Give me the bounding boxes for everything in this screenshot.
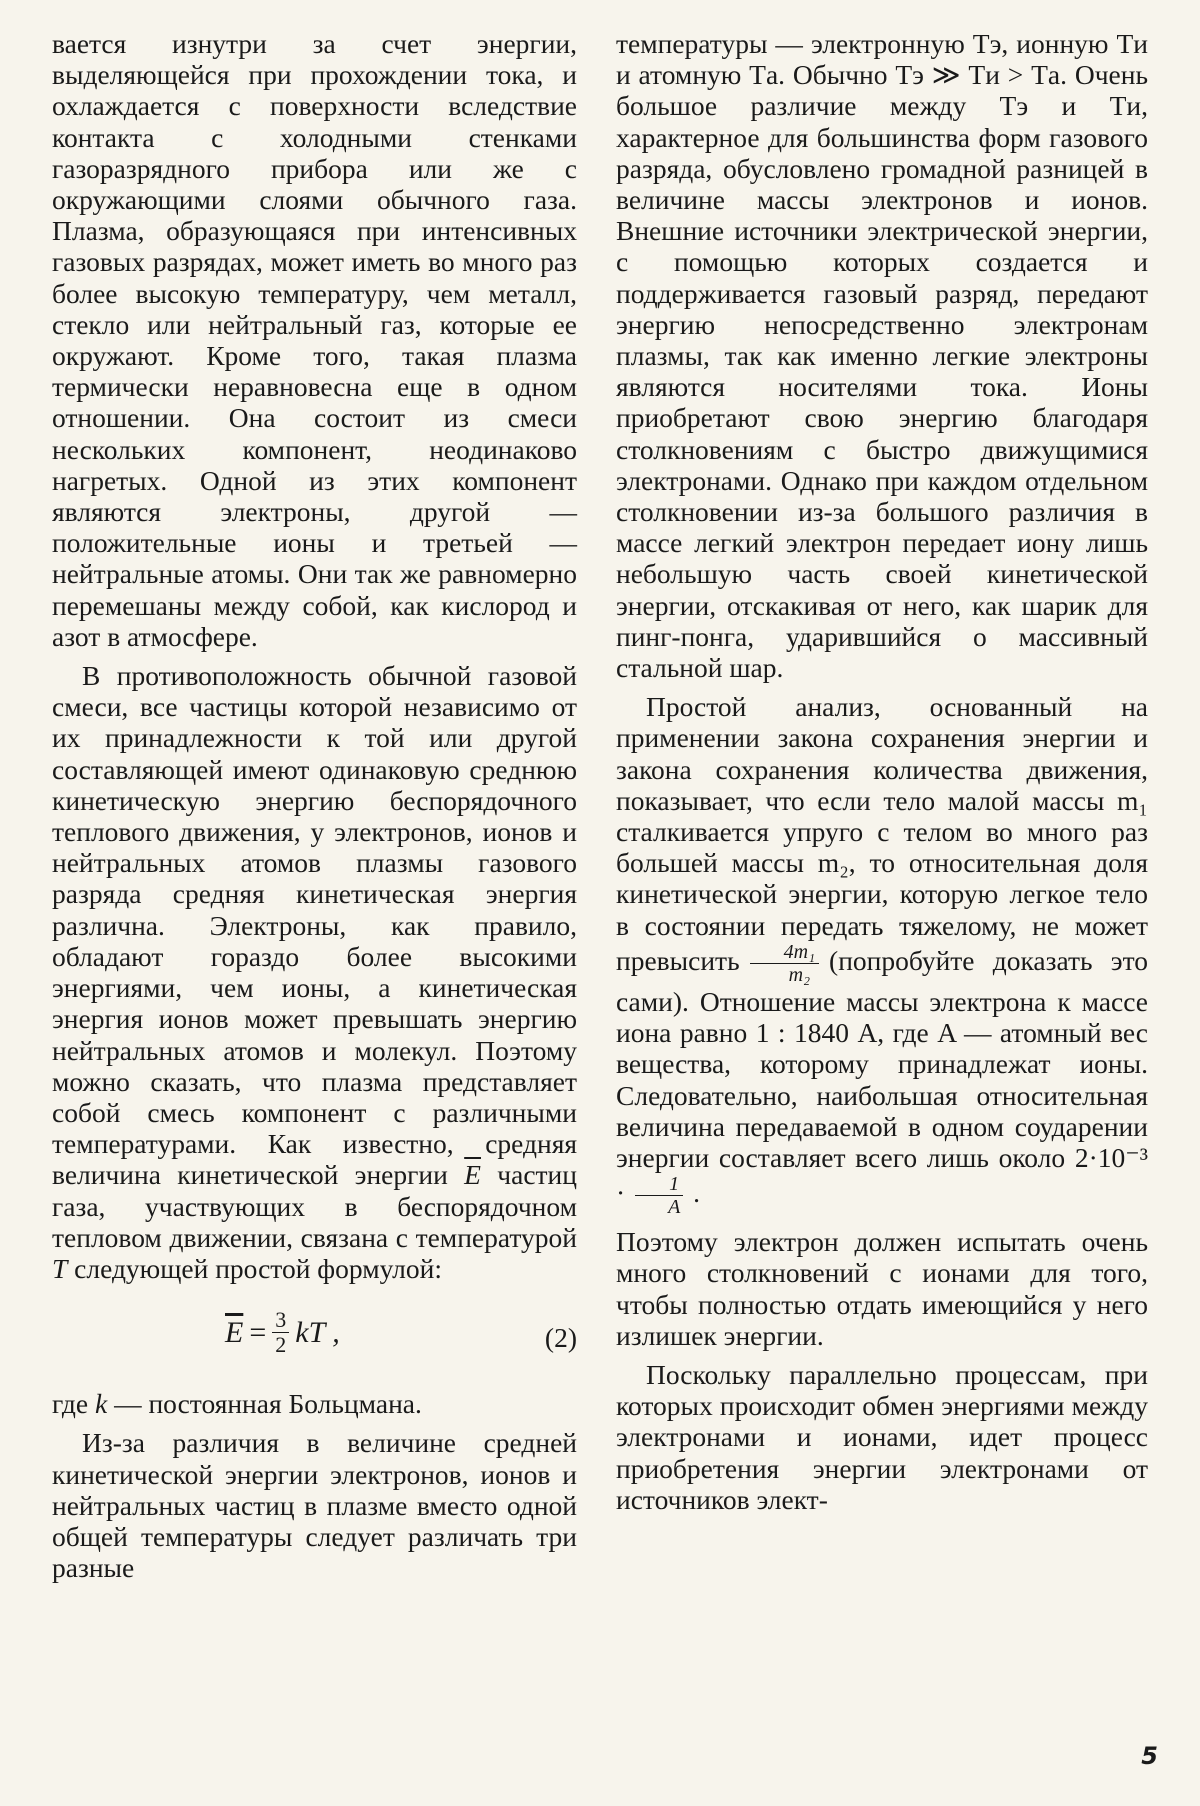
boltzmann-symbol: k: [94, 1388, 108, 1420]
paragraph: Поскольку параллельно процессам, при которых происходит обмен энергиями между электронами и ионами, идет процесс приобретения энергии электронами от источников элект-: [616, 1358, 1148, 1515]
paragraph-text: Простой анализ, основанный на применении закона сохранения энергии и закона сохранения количества движения, показывает, что если тело малой массы m₁ сталкивается упруго с телом во много раз большей массы m₂, то относительная доля кинетической энергии, которую легкое тело в состоянии передать тяжелому, не может превысить: [616, 691, 1148, 976]
formula-lhs: $\overline{E}$: [225, 1316, 244, 1350]
paragraph: температуры — электронную Tэ, ионную Tи и атомную Tа. Обычно Tэ ≫ Tи > Tа. Очень большое различие между Tэ и Tи, характерное для большинства форм газового разряда, обусловлено громадной разницей в величине массы электронов и ионов. Внешние источники электрической энергии, с помощью которых создается и поддерживается газовый разряд, передают энергию непосредственно электронам плазмы, так как именно легкие электроны являются носителями тока. Ионы приобретают свою энергию благодаря столкновениям с быстро движущимися электронами. Однако при каждом отдельном столкновении из-за большого различия в массе легкий электрон передает иону лишь небольшую часть своей кинетической энергии, отскакивая от него, как шарик для пинг-понга, ударившийся о массивный стальной шар.: [616, 28, 1148, 684]
paragraph-text: (попробуйте доказать это сами). Отношение массы электрона к массе иона равно 1 : 1840 A, где A — атомный вес вещества, которому принадлежат ионы. Следовательно, наибольшая относительная величина передаваемой в одном соударении энергии составляет всего лишь около: [616, 944, 1148, 1173]
energy-fraction-expression: 2·10⁻³ ·: [616, 1141, 1148, 1208]
energy-symbol: $\overline{E}$: [464, 1159, 481, 1191]
paragraph-text: .: [693, 1176, 701, 1208]
paragraph-text: следующей простой формулой:: [74, 1252, 442, 1284]
paragraph-text: частиц газа, участвующих в беспорядочном тепловом движении, связана с температурой: [52, 1159, 577, 1253]
inverse-atomic-weight-fraction: [635, 1173, 683, 1218]
fraction-numerator: 3: [272, 1308, 289, 1333]
paragraph-text: В противоположность обычной газовой смеси, все частицы которой независимо от их принадлежности к той или другой составляющей имеют одинаковую среднюю кинетическую энергию беспорядочного теплового движения, у электронов, ионов и нейтральных атомов плазмы газового разряда средняя кинетическая энергия различна. Электроны, как правило, обладают гораздо более высокими энергиями, чем ионы, а кинетическая энергия ионов может превышать энергию нейтральных атомов и молекул. Поэтому можно сказать, что плазма представляет собой смесь компонент с различными температурами. Как известно, средняя величина кинетической энергии: [52, 660, 577, 1191]
right-column: [616, 28, 1148, 1515]
formula-fraction: [272, 1308, 289, 1357]
fraction-denominator: A: [668, 1196, 681, 1219]
paragraph: [52, 1388, 577, 1419]
temperature-symbol: T: [52, 1252, 68, 1284]
fraction-denominator: m₂: [788, 963, 811, 986]
formula: [225, 1308, 340, 1357]
paragraph: Из-за различия в величине средней кинетической энергии электронов, ионов и нейтральных частиц в плазме вместо одной общей температуры следует различать три разные: [52, 1427, 577, 1584]
paragraph: [52, 660, 577, 1284]
fraction-numerator: 4m₁: [750, 941, 819, 964]
formula-block: [52, 1300, 577, 1374]
page-number: 5: [1141, 1742, 1158, 1770]
formula-rhs: kT ,: [295, 1316, 340, 1350]
paragraph-text: — постоянная Больцмана.: [114, 1388, 422, 1420]
paragraph: вается изнутри за счет энергии, выделяющейся при прохождении тока, и охлаждается с поверхности вследствие контакта с холодными стенками газоразрядного прибора или же с окружающими слоями обычного газа. Плазма, образующаяся при интенсивных газовых разрядах, может иметь во много раз более высокую температуру, чем металл, стекло или нейтральный газ, которые ее окружают. Кроме того, такая плазма термически неравновесна еще в одном отношении. Она состоит из смеси нескольких компонент, неодинаково нагретых. Одной из этих компонент являются электроны, другой — положительные ионы и третьей — нейтральные атомы. Они так же равномерно перемешаны между собой, как кислород и азот в атмосфере.: [52, 28, 577, 652]
paragraph: Поэтому электрон должен испытать очень много столкновений с ионами для того, чтобы полностью отдать имеющийся у него излишек энергии.: [616, 1226, 1148, 1351]
mass-ratio-fraction: [750, 941, 819, 986]
paragraph: [616, 691, 1148, 1218]
fraction-denominator: 2: [275, 1332, 287, 1358]
formula-equals: =: [249, 1316, 267, 1350]
left-column: [52, 28, 577, 1583]
equation-number: (2): [544, 1322, 577, 1354]
fraction-numerator: 1: [635, 1173, 683, 1196]
paragraph-text: где: [52, 1388, 89, 1420]
